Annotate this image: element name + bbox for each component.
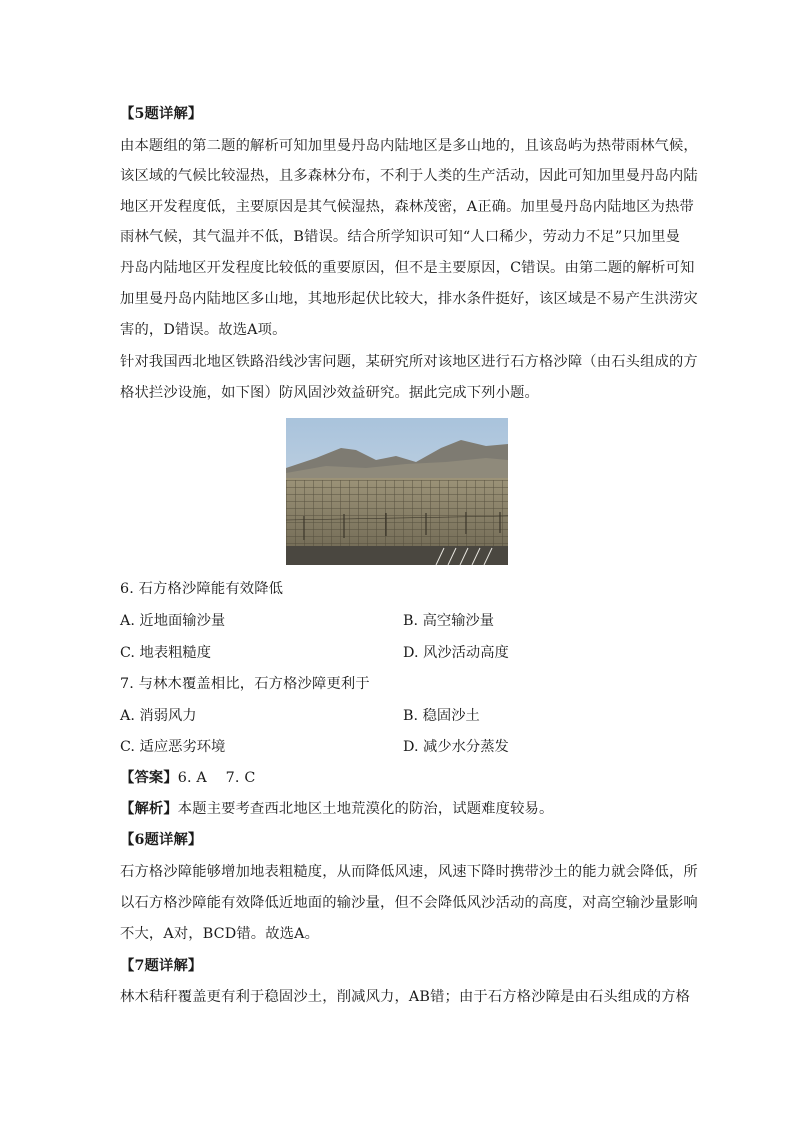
sec6-line-2: 以石方格沙障能有效降低近地面的输沙量，但不会降低风沙活动的高度，对高空输沙量影响 — [120, 895, 698, 911]
sec5-line-4: 雨林气候，其气温并不低，B错误。结合所学知识可知“人口稀少，劳动力不足”只加里曼 — [120, 229, 681, 245]
q6-option-c: C. 地表粗糙度 — [120, 645, 212, 661]
sec5-line-5: 丹岛内陆地区开发程度比较低的重要原因，但不是主要原因，C错误。由第二题的解析可知 — [120, 260, 695, 276]
analysis-label: 【解析】 — [120, 801, 178, 817]
q7-option-a: A. 消弱风力 — [120, 708, 197, 724]
intro-line-2: 格状拦沙设施，如下图）防风固沙效益研究。据此完成下列小题。 — [120, 385, 539, 401]
answer-label: 【答案】 — [120, 770, 178, 786]
q7-stem: 7. 与林木覆盖相比，石方格沙障更利于 — [120, 676, 370, 692]
sec5-line-1: 由本题组的第二题的解析可知加里曼丹岛内陆地区是多山地的，且该岛屿为热带雨林气候， — [120, 138, 698, 154]
analysis-line — [120, 799, 680, 819]
sec5-line-3: 地区开发程度低，主要原因是其气候湿热，森林茂密，A正确。加里曼丹岛内陆地区为热带 — [120, 199, 694, 215]
answer-line — [120, 768, 680, 788]
q7-option-c: C. 适应恶劣环境 — [120, 739, 226, 755]
sand-barrier-photo — [286, 418, 508, 565]
q6-option-d: D. 风沙活动高度 — [403, 645, 509, 661]
sec5-line-7: 害的，D错误。故选A项。 — [120, 322, 287, 338]
q6-stem: 6. 石方格沙障能有效降低 — [120, 581, 284, 597]
q6-option-b: B. 高空输沙量 — [403, 613, 495, 629]
q6-option-a: A. 近地面输沙量 — [120, 613, 226, 629]
intro-line-1: 针对我国西北地区铁路沿线沙害问题，某研究所对该地区进行石方格沙障（由石头组成的方 — [120, 354, 698, 370]
sec5-line-2: 该区域的气候比较湿热，且多森林分布，不利于人类的生产活动，因此可知加里曼丹岛内陆 — [120, 168, 698, 184]
answer-text: 6. A 7. C — [177, 770, 256, 786]
q7-option-d: D. 减少水分蒸发 — [403, 739, 509, 755]
q7-option-b: B. 稳固沙土 — [403, 708, 480, 724]
sec6-line-3: 不大，A对，BCD错。故选A。 — [120, 926, 320, 942]
analysis-text: 本题主要考查西北地区土地荒漠化的防治，试题难度较易。 — [177, 801, 554, 817]
sec5-line-6: 加里曼丹岛内陆地区多山地，其地形起伏比较大，排水条件挺好，该区域是不易产生洪涝灾 — [120, 291, 698, 307]
sec7-line-1: 林木秸秆覆盖更有利于稳固沙土，削减风力，AB错；由于石方格沙障是由石头组成的方格 — [120, 989, 691, 1005]
sec5-heading: 【5题详解】 — [120, 106, 203, 122]
sec6-heading: 【6题详解】 — [120, 832, 203, 848]
sec7-heading: 【7题详解】 — [120, 958, 203, 974]
sec6-line-1: 石方格沙障能够增加地表粗糙度，从而降低风速，风速下降时携带沙土的能力就会降低，所 — [120, 864, 698, 880]
sand-barrier-illustration — [286, 418, 508, 565]
